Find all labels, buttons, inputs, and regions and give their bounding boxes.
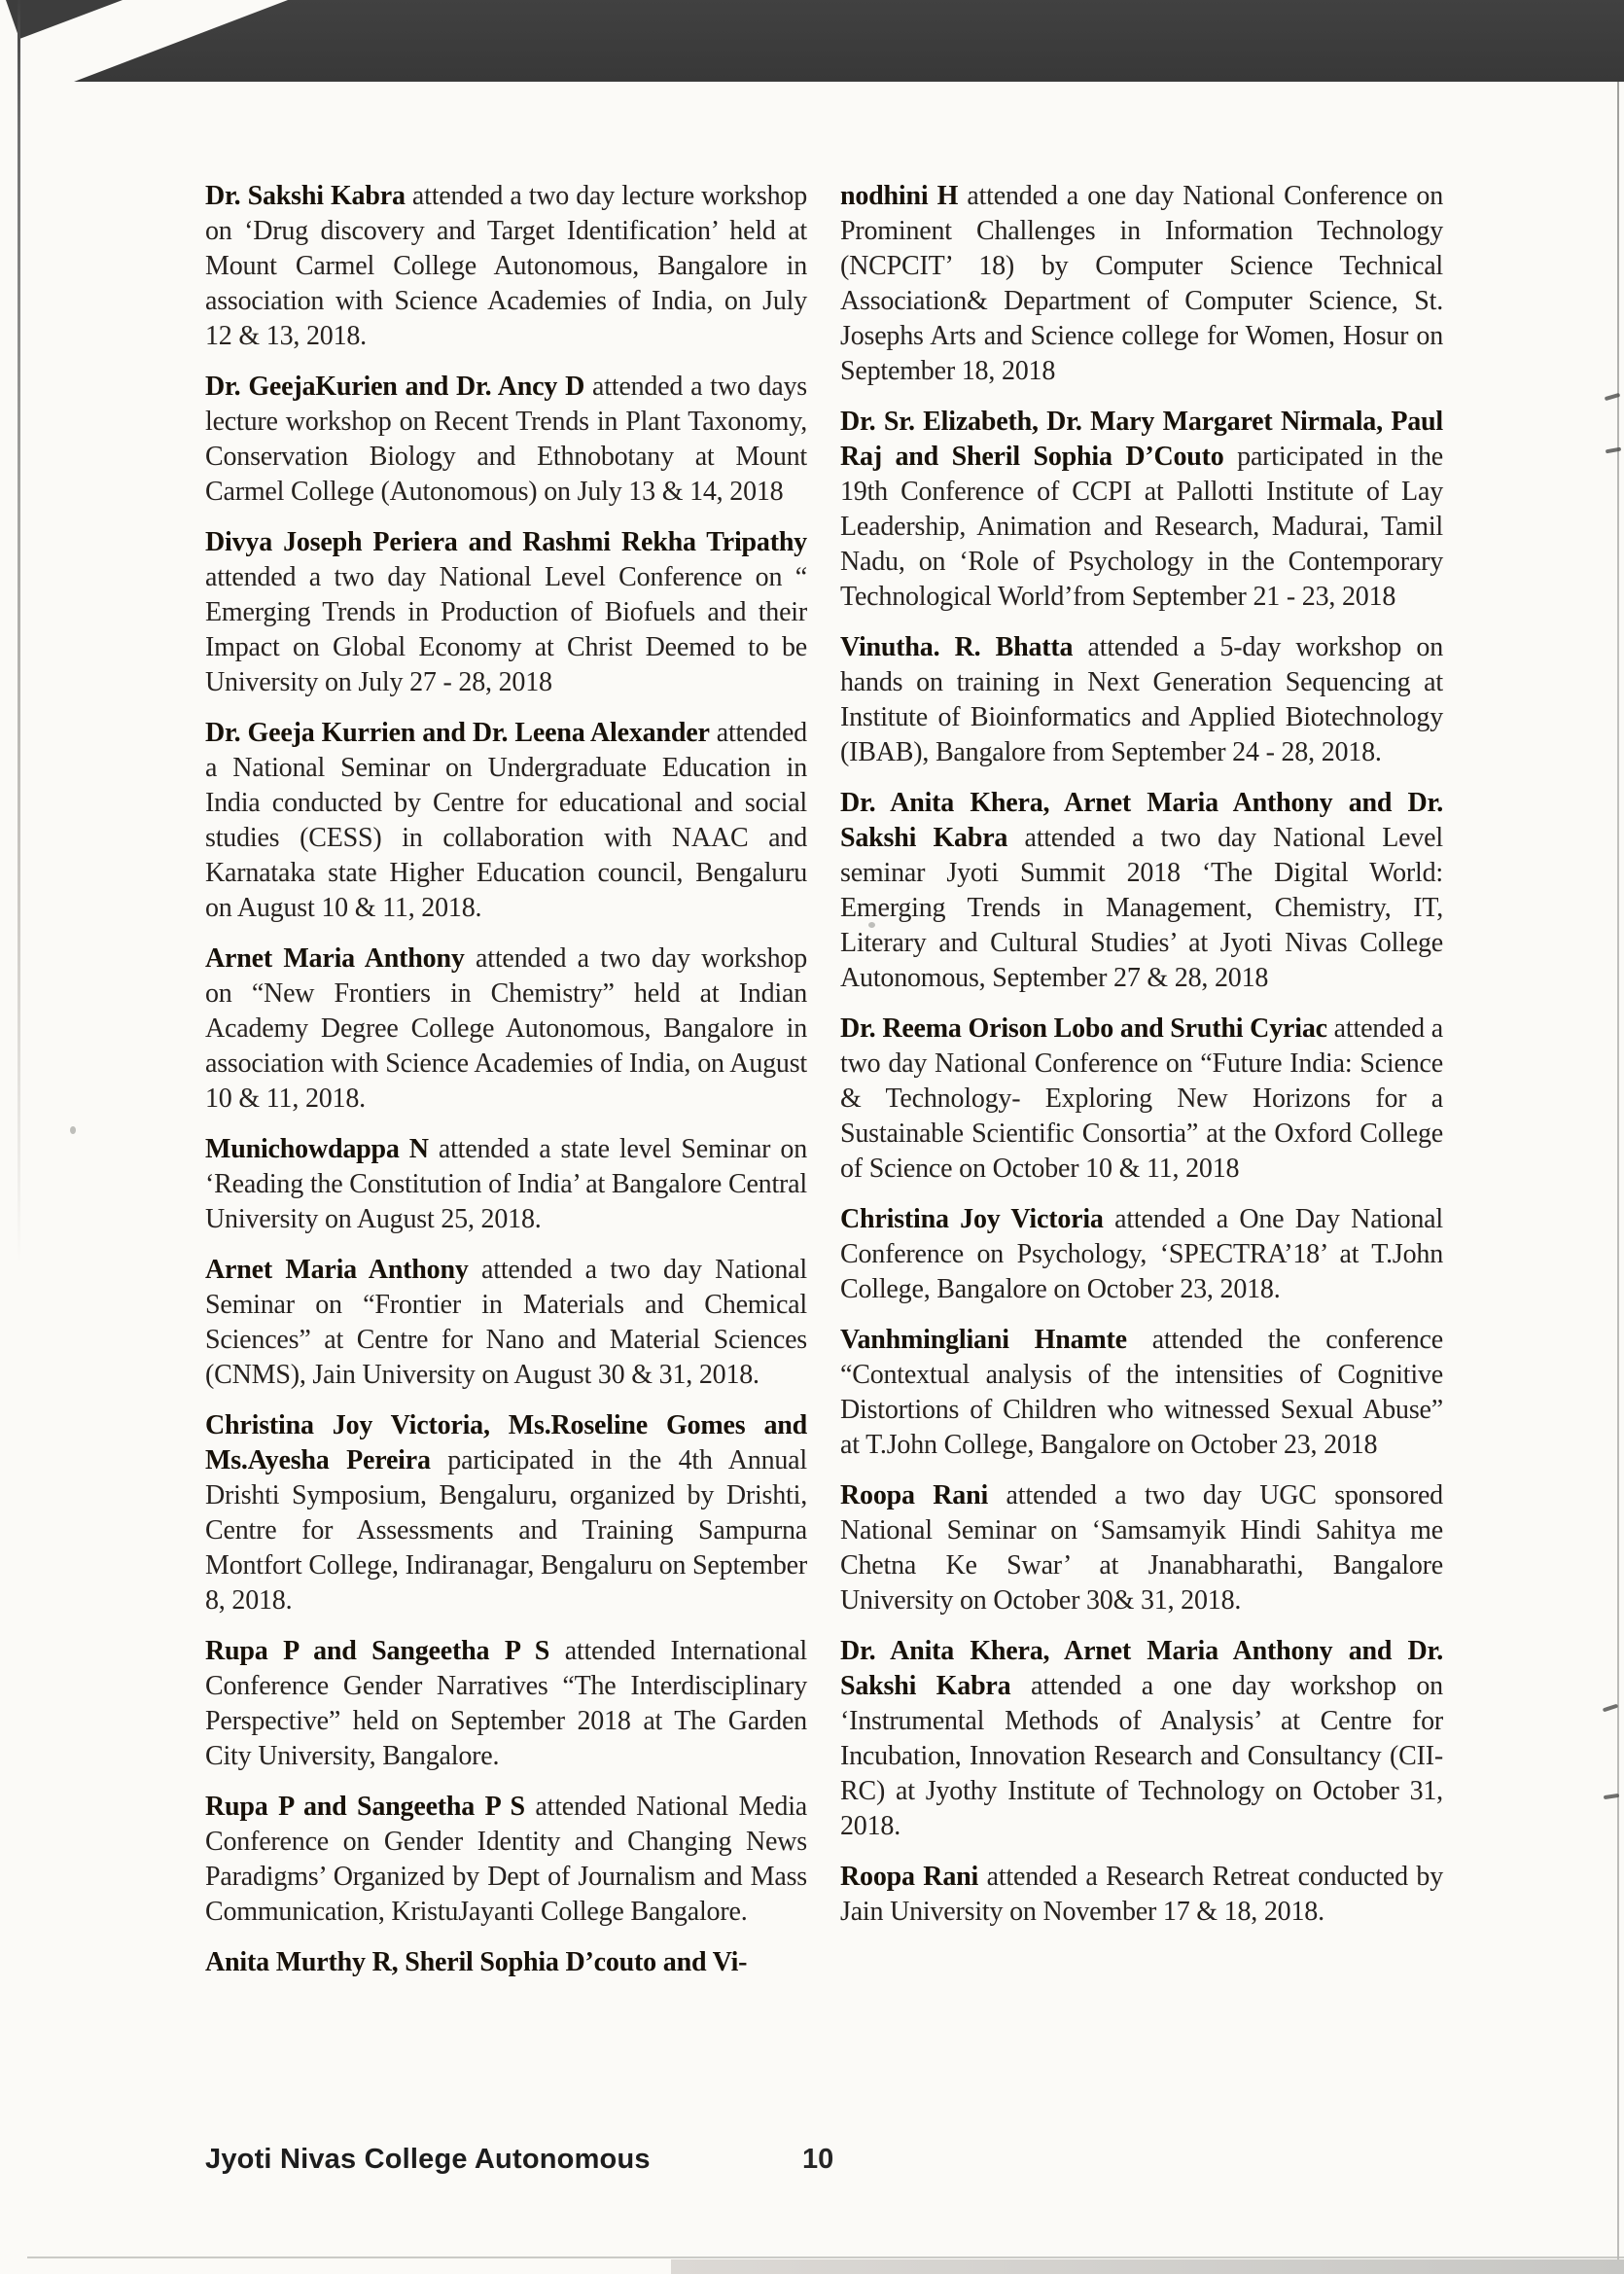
entry-text: attended a one day National Conference on Prominent Challenges in Information Technology (NCPCIT’ 18) by Computer Science Technical Association& Department of Computer Science, St. Josephs Arts and Science college for Women, Hosur on September 18, 2018: [840, 181, 1443, 386]
conference-entry: [840, 786, 1443, 996]
attendee-names: Dr. Sakshi Kabra: [205, 181, 406, 211]
entry-text: attended a National Seminar on Undergraduate Education in India conducted by Centre for educational and social studies (CESS) in collaboration with NAAC and Karnataka state Higher Education council, Bengaluru on August 10 & 11, 2018.: [205, 718, 807, 923]
conference-entry: [205, 525, 807, 700]
conference-entry: [205, 1790, 807, 1930]
scan-artifact-left-edge-line: [18, 0, 20, 1264]
page-footer: [205, 2144, 1450, 2183]
attendee-names: Roopa Rani: [840, 1480, 989, 1510]
conference-entry: [205, 1132, 807, 1237]
conference-entry: [840, 1860, 1443, 1930]
entry-text: participated in the 19th Conference of CCPI at Pallotti Institute of Lay Leadership, Animation and Research, Madurai, Tamil Nadu, on ‘Role of Psychology in the Contemporary Technological World’from September 21 - 23, 2018: [840, 442, 1443, 612]
attendee-names: Rupa P and Sangeetha P S: [205, 1636, 550, 1666]
footer-institution: Jyoti Nivas College Autonomous: [205, 2144, 651, 2175]
scan-artifact-corner-wedge: [0, 0, 214, 43]
conference-entry: [840, 1012, 1443, 1187]
attendee-names: Rupa P and Sangeetha P S: [205, 1792, 525, 1822]
conference-entry: [840, 179, 1443, 389]
entry-text: attended International Conference Gender Narratives “The Interdisciplinary Perspective” held on September 2018 at The Garden City University, Bangalore.: [205, 1636, 808, 1771]
conference-entry: [840, 405, 1443, 615]
conference-entry: [205, 1253, 807, 1393]
conference-entry: [840, 1478, 1443, 1618]
attendee-names: Munichowdappa N: [205, 1134, 429, 1164]
attendee-names: Dr. Geeja Kurrien and Dr. Leena Alexander: [205, 718, 710, 748]
attendee-names: Arnet Maria Anthony: [205, 1255, 469, 1285]
attendee-names: Dr. Reema Orison Lobo and Sruthi Cyriac: [840, 1013, 1327, 1044]
entry-text: attended a two day lecture workshop on ‘Drug discovery and Target Identification’ held at Mount Carmel College Autonomous, Bangalore in association with Science Academies of India, on July 12 & 13, 2018.: [205, 181, 807, 351]
entry-text: attended a One Day National Conference on Psychology, ‘SPECTRA’18’ at T.John College, Bangalore on October 23, 2018.: [840, 1204, 1443, 1304]
conference-entry: [840, 1202, 1443, 1307]
conference-entry: [205, 370, 807, 510]
attendee-names: Dr. GeejaKurien and Dr. Ancy D: [205, 372, 585, 402]
conference-entry: [840, 1634, 1443, 1844]
attendee-names: Vanhmingliani Hnamte: [840, 1325, 1127, 1355]
conference-entry: [840, 1323, 1443, 1463]
entry-text: attended a two day National Level Conference on “ Emerging Trends in Production of Biofuels and their Impact on Global Economy at Christ Deemed to be University on July 27 - 28, 2018: [205, 562, 807, 697]
attendee-names: Dr. Sr. Elizabeth, Dr. Mary Margaret Nirmala, Paul Raj and Sheril Sophia D’Couto: [840, 407, 1443, 472]
attendee-names: Roopa Rani: [840, 1862, 979, 1892]
right-column: [840, 179, 1443, 1945]
attendee-names: Dr. Anita Khera, Arnet Maria Anthony and Dr. Sakshi Kabra: [840, 1636, 1443, 1701]
left-column: [205, 179, 807, 1996]
scan-artifact-speck: [70, 1126, 76, 1134]
entry-text: attended a Research Retreat conducted by Jain University on November 17 & 18, 2018.: [840, 1862, 1443, 1927]
scan-artifact-bottom-edge-strip: [671, 2259, 1624, 2274]
attendee-names: Dr. Anita Khera, Arnet Maria Anthony and Dr. Sakshi Kabra: [840, 788, 1443, 853]
entry-text: attended a two day UGC sponsored National Seminar on ‘Samsamyik Hindi Sahitya me Chetna Ke Swar’ at Jnanabharathi, Bangalore University on October 30& 31, 2018.: [840, 1480, 1443, 1616]
conference-entry: [840, 630, 1443, 770]
attendee-names: Divya Joseph Periera and Rashmi Rekha Tripathy: [205, 527, 807, 557]
conference-entry: [205, 942, 807, 1117]
scan-artifact-bottom-edge-line: [27, 2256, 1624, 2258]
entry-text: attended a two day National Seminar on “Frontier in Materials and Chemical Sciences” at Centre for Nano and Material Sciences (CNMS), Jain University on August 30 & 31, 2018.: [205, 1255, 807, 1390]
scan-artifact-top-band: [0, 0, 1624, 82]
entry-text: attended the conference “Contextual analysis of the intensities of Cognitive Distortions of Children who witnessed Sexual Abuse” at T.John College, Bangalore on October 23, 2018: [840, 1325, 1444, 1460]
conference-entry: [205, 179, 807, 354]
attendee-names: Christina Joy Victoria, Ms.Roseline Gomes and Ms.Ayesha Pereira: [205, 1410, 807, 1475]
entry-text: attended a 5-day workshop on hands on training in Next Generation Sequencing at Institute of Bioinformatics and Applied Biotechnology (IBAB), Bangalore from September 24 - 28, 2018.: [840, 632, 1443, 767]
conference-entry: [205, 1408, 807, 1618]
attendee-names: Anita Murthy R, Sheril Sophia D’couto and Vi-: [205, 1947, 748, 1977]
entry-text: participated in the 4th Annual Drishti Symposium, Bengaluru, organized by Drishti, Centre for Assessments and Training Sampurna Montfort College, Indiranagar, Bengaluru on September 8, 2018.: [205, 1445, 807, 1616]
conference-entry: [205, 716, 807, 926]
entry-text: attended a two day National Conference on “Future India: Science & Technology- Exploring New Horizons for a Sustainable Scientific Consortia” at the Oxford College of Science on October 10 & 11, 2018: [840, 1013, 1443, 1184]
scan-artifact-edge-nick: [1603, 1704, 1618, 1713]
attendee-names: nodhini H: [840, 181, 959, 211]
conference-entry: [205, 1634, 807, 1774]
entry-text: attended a state level Seminar on ‘Reading the Constitution of India’ at Bangalore Central University on August 25, 2018.: [205, 1134, 807, 1234]
attendee-names: Vinutha. R. Bhatta: [840, 632, 1074, 662]
entry-text: attended a one day workshop on ‘Instrumental Methods of Analysis’ at Centre for Incubation, Innovation Research and Consultancy (CII-RC) at Jyothy Institute of Technology on October 31, 2018.: [840, 1671, 1443, 1841]
entry-text: attended a two days lecture workshop on Recent Trends in Plant Taxonomy, Conservation Biology and Ethnobotany at Mount Carmel College (Autonomous) on July 13 & 14, 2018: [205, 372, 807, 507]
entry-text: attended a two day National Level seminar Jyoti Summit 2018 ‘The Digital World: Emerging Trends in Management, Chemistry, IT, Literary and Cultural Studies’ at Jyoti Nivas College Autonomous, September 27 & 28, 2018: [840, 823, 1443, 993]
entry-text: attended National Media Conference on Gender Identity and Changing News Paradigms’ Organized by Dept of Journalism and Mass Communication, KristuJayanti College Bangalore.: [205, 1792, 808, 1927]
conference-entry: [205, 1945, 807, 1980]
scan-artifact-right-edge-line: [1617, 82, 1619, 2274]
attendee-names: Arnet Maria Anthony: [205, 943, 465, 974]
entry-text: attended a two day workshop on “New Frontiers in Chemistry” held at Indian Academy Degree College Autonomous, Bangalore in association with Science Academies of India, on August 10 & 11, 2018.: [205, 943, 807, 1114]
attendee-names: Christina Joy Victoria: [840, 1204, 1104, 1234]
page-number: 10: [802, 2144, 834, 2175]
